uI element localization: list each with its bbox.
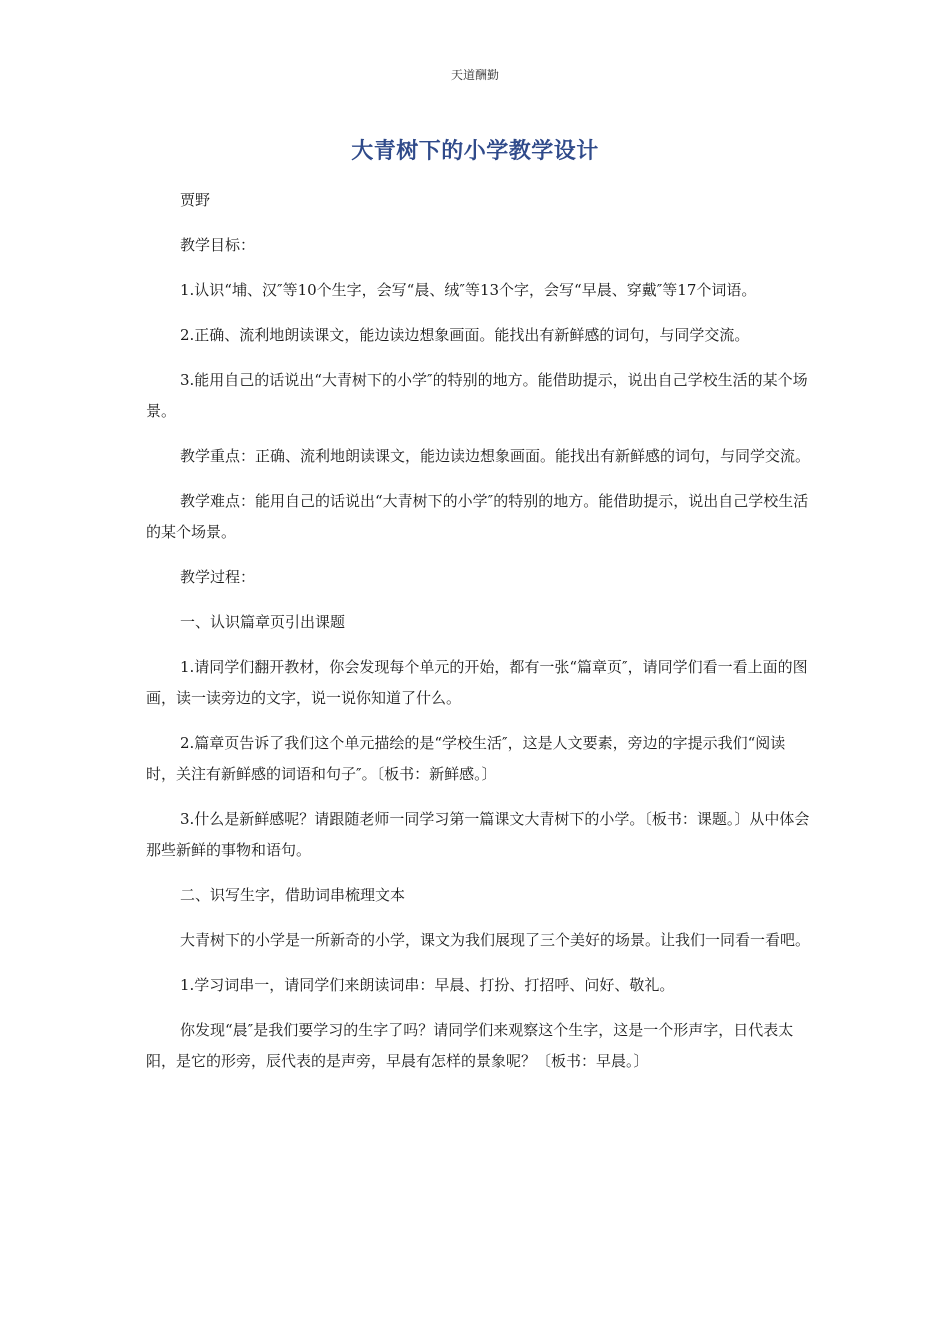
section-heading-process: 教学过程： (180, 568, 256, 586)
paragraph: 1.学习词串一，请同学们来朗读词串：早晨、打扮、打招呼、问好、敬礼。 (180, 976, 675, 994)
section-heading-1: 一、认识篇章页引出课题 (180, 613, 346, 631)
paragraph-difficulties: 教学难点：能用自己的话说出“大青树下的小学″的特别的地方。能借助提示，说出自己学校生活的某个场景。 (146, 492, 809, 541)
paragraph: 1.请同学们翻开教材，你会发现每个单元的开始，都有一张“篇章页″，请同学们看一看上面的图画，读一读旁边的文字，说一说你知道了什么。 (146, 658, 808, 707)
author-line: 贾野 (180, 191, 211, 209)
paragraph: 大青树下的小学是一所新奇的小学，课文为我们展现了三个美好的场景。让我们一同看一看吧。 (180, 931, 811, 949)
paragraph: 3.能用自己的话说出“大青树下的小学″的特别的地方。能借助提示，说出自己学校生活的某个场景。 (146, 371, 808, 420)
section-heading-goals: 教学目标： (180, 236, 256, 254)
document-title: 大青树下的小学教学设计 (351, 139, 599, 164)
section-heading-2: 二、识写生字，借助词串梳理文本 (180, 886, 406, 904)
paragraph: 1.认识“埔、汉″等10个生字，会写“晨、绒″等13个字，会写“早晨、穿戴″等17个词语。 (180, 281, 757, 299)
document-body (146, 185, 810, 1091)
paragraph: 2.篇章页告诉了我们这个单元描绘的是“学校生活″，这是人文要素，旁边的字提示我们“阅读时，关注有新鲜感的词语和句子″。〔板书：新鲜感。〕 (146, 734, 786, 783)
paragraph: 你发现“晨″是我们要学习的生字了吗？请同学们来观察这个生字，这是一个形声字，日代表太阳，是它的形旁，辰代表的是声旁，早晨有怎样的景象呢？〔板书：早晨。〕 (146, 1021, 794, 1070)
paragraph: 2.正确、流利地朗读课文，能边读边想象画面。能找出有新鲜感的词句，与同学交流。 (180, 326, 750, 344)
paragraph-key-points: 教学重点：正确、流利地朗读课文，能边读边想象画面。能找出有新鲜感的词句，与同学交流。 (180, 447, 811, 465)
paragraph: 3.什么是新鲜感呢？请跟随老师一同学习第一篇课文大青树下的小学。〔板书：课题。〕从中体会那些新鲜的事物和语句。 (146, 810, 810, 859)
page-header: 天道酬勤 (450, 68, 499, 82)
